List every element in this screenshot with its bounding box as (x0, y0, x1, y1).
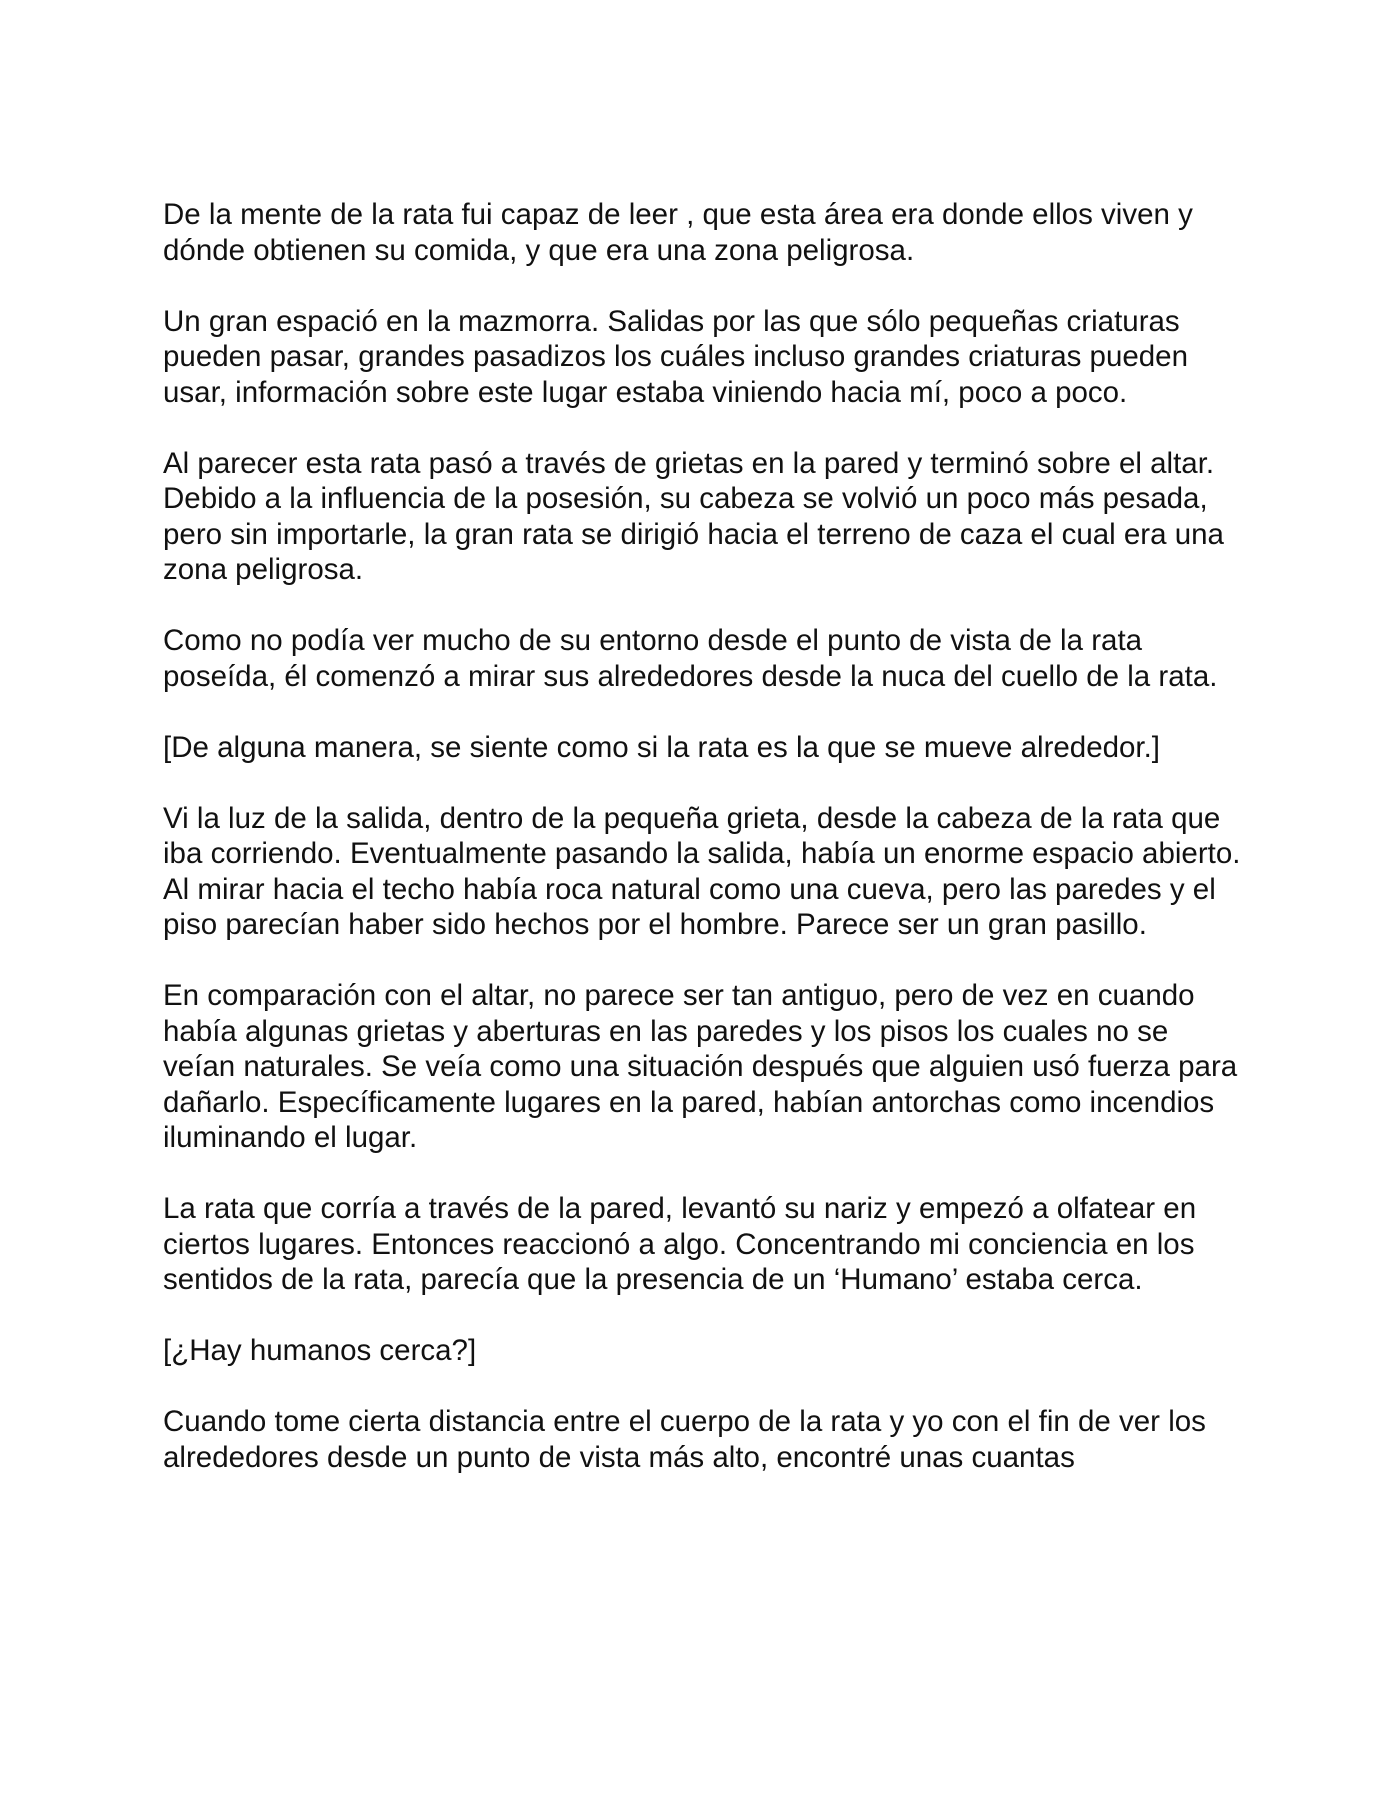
paragraph-10: Cuando tome cierta distancia entre el cuerpo de la rata y yo con el fin de ver los alrededores desde un punto de vista más alto, encontré unas cuantas (163, 1405, 1206, 1474)
paragraph-7: En comparación con el altar, no parece ser tan antiguo, pero de vez en cuando había algunas grietas y aberturas en las paredes y los pisos los cuales no se veían naturales. Se veía como una situación después que alguien usó fuerza para dañarlo. Específicamente lugares en la pared, habían antorchas como incendios iluminando el lugar. (163, 979, 1238, 1154)
paragraph-4: Como no podía ver mucho de su entorno desde el punto de vista de la rata poseída, él comenzó a mirar sus alrededores desde la nuca del cuello de la rata. (163, 624, 1218, 693)
paragraph-8: La rata que corría a través de la pared, levantó su nariz y empezó a olfatear en ciertos lugares. Entonces reaccionó a algo. Concentrando mi conciencia en los sentidos de la rata, parecía que la presencia de un ‘Humano’ estaba cerca. (163, 1192, 1197, 1296)
paragraph-1: De la mente de la rata fui capaz de leer , que esta área era donde ellos viven y dónde obtienen su comida, y que era una zona peligrosa. (163, 198, 1193, 267)
paragraph-9-thought: [¿Hay humanos cerca?] (163, 1334, 477, 1367)
document-body (163, 197, 1243, 1475)
paragraph-2: Un gran espació en la mazmorra. Salidas por las que sólo pequeñas criaturas pueden pasar, grandes pasadizos los cuáles incluso grandes criaturas pueden usar, información sobre este lugar estaba viniendo hacia mí, poco a poco. (163, 304, 1188, 409)
paragraph-6: Vi la luz de la salida, dentro de la pequeña grieta, desde la cabeza de la rata que iba corriendo. Eventualmente pasando la salida, había un enorme espacio abierto. Al mirar hacia el techo había roca natural como una cueva, pero las paredes y el piso parecían haber sido hechos por el hombre. Parece ser un gran pasillo. (163, 801, 1241, 941)
paragraph-5-thought: [De alguna manera, se siente como si la rata es la que se mueve alrededor.] (163, 730, 1161, 764)
paragraph-3: Al parecer esta rata pasó a través de grietas en la pared y terminó sobre el altar. Debido a la influencia de la posesión, su cabeza se volvió un poco más pesada, pero sin importarle, la gran rata se dirigió hacia el terreno de caza el cual era una zona peligrosa. (163, 446, 1224, 586)
